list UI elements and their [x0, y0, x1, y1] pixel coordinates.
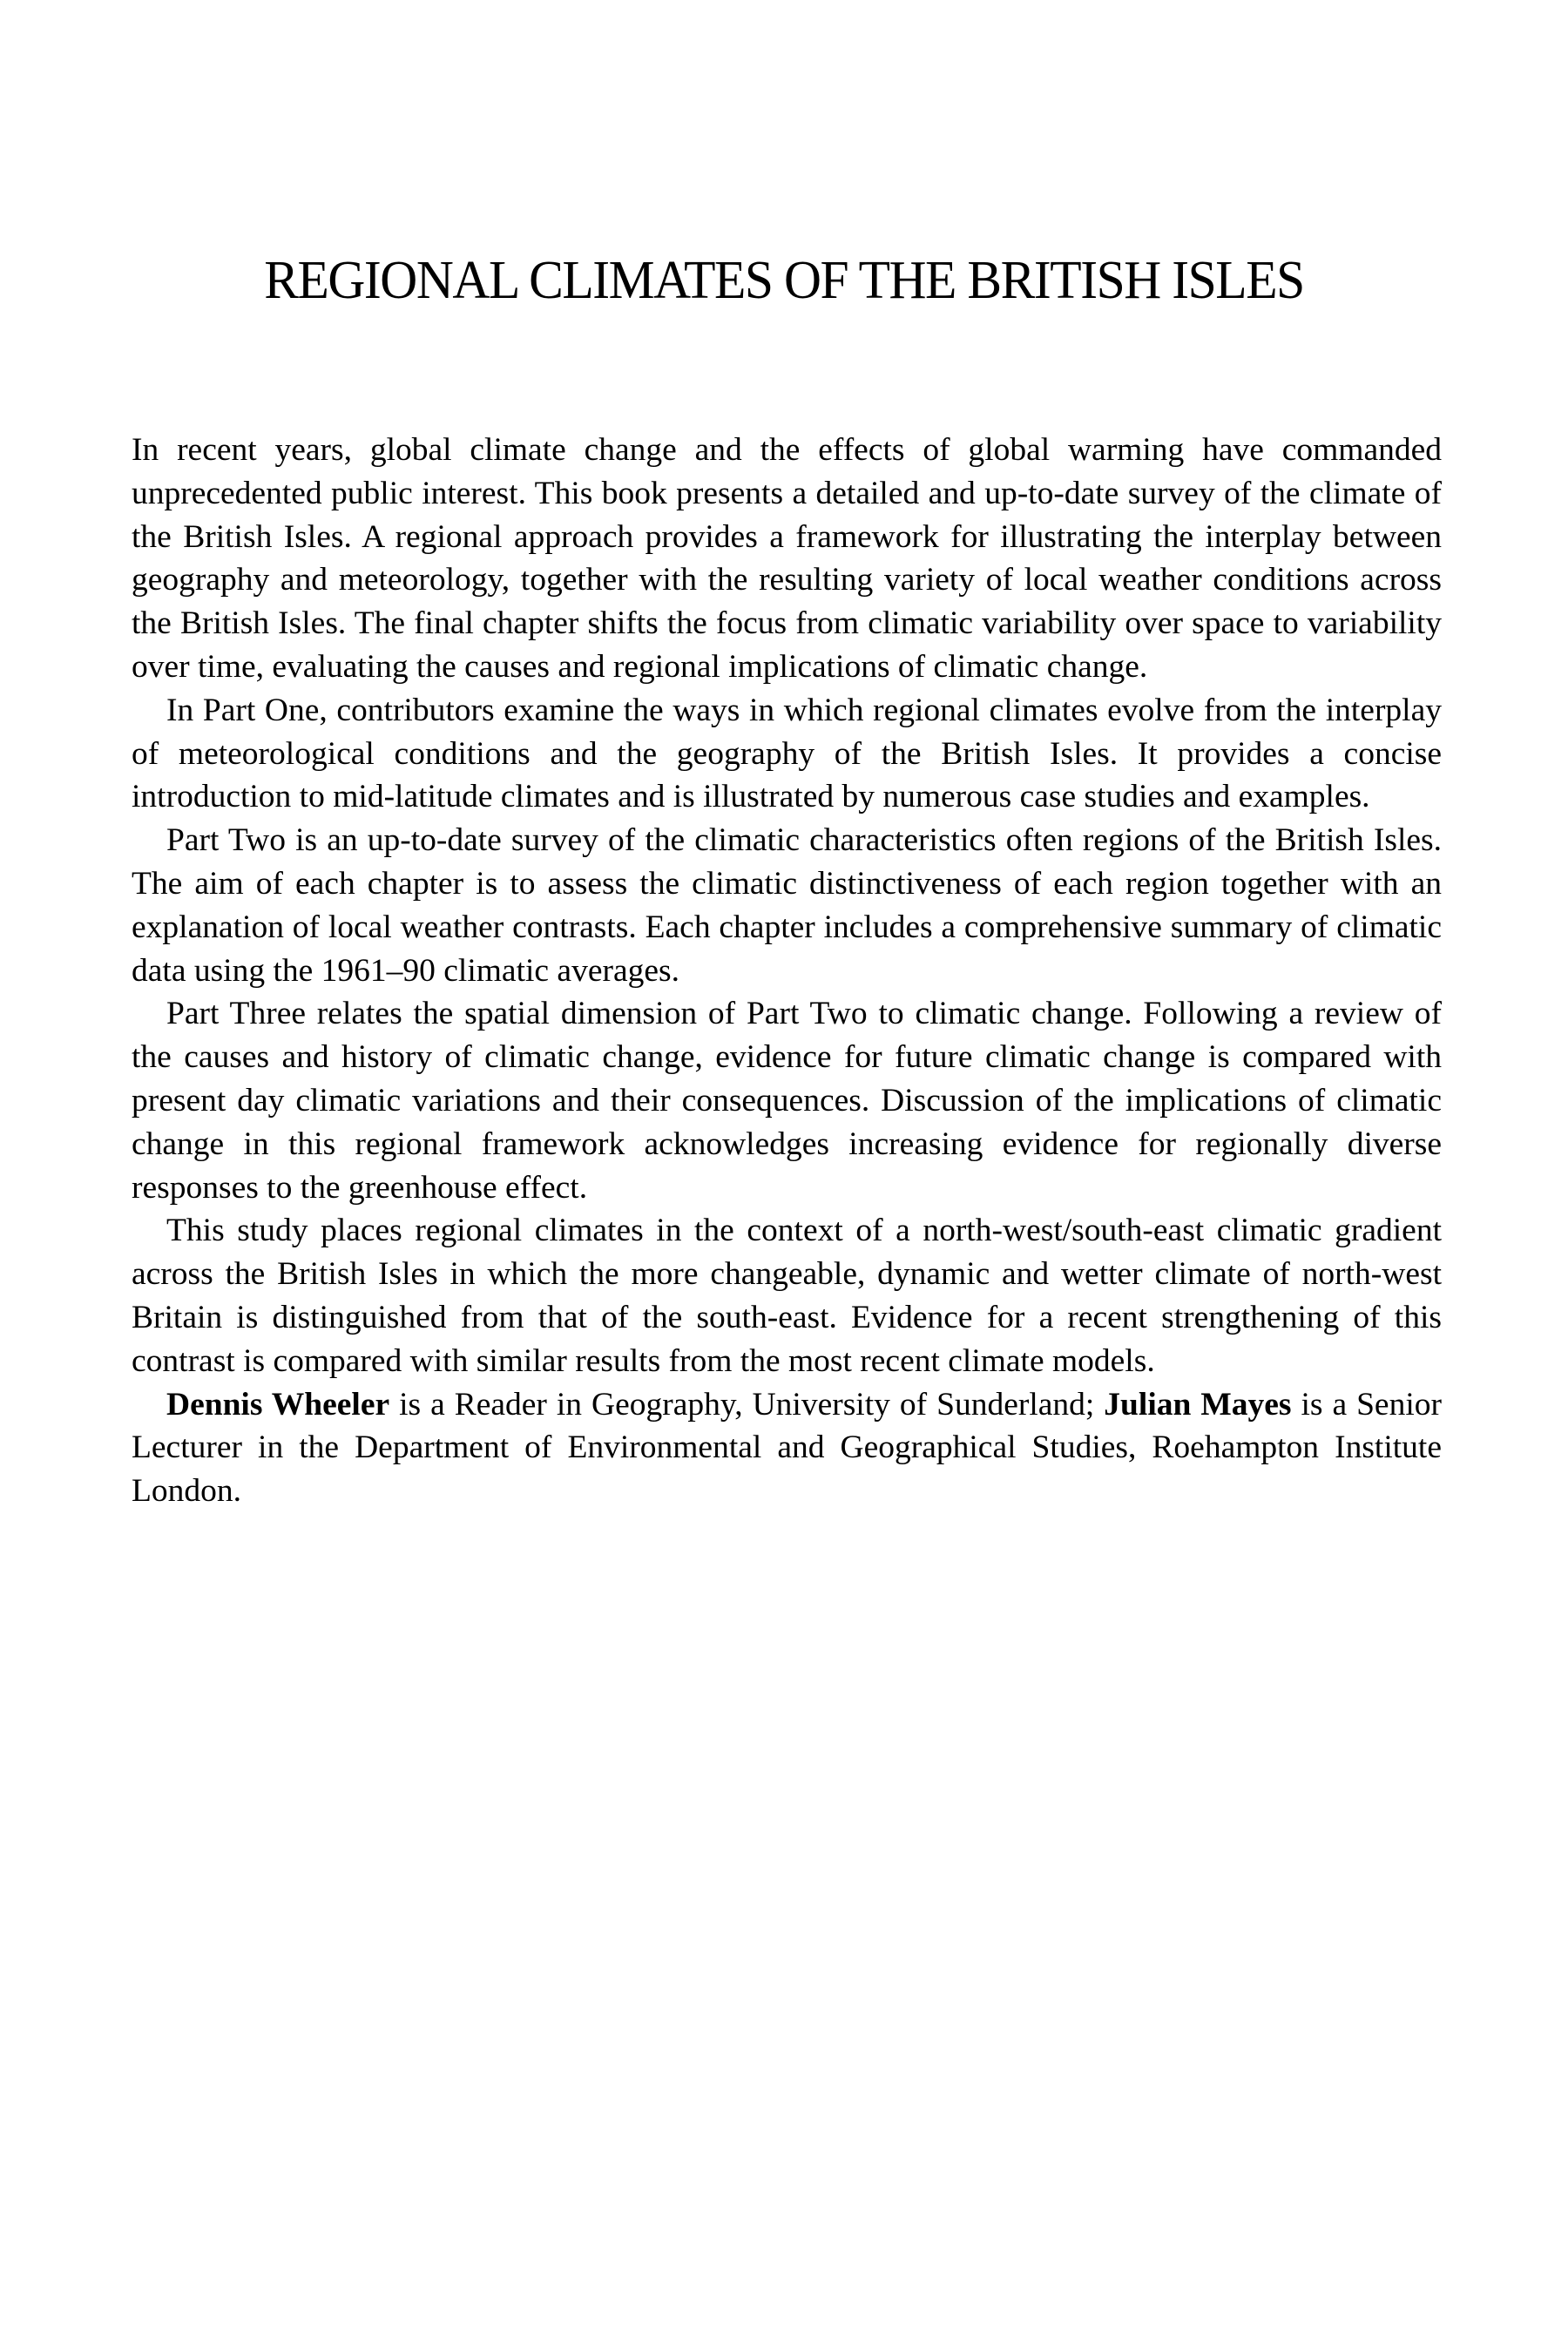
blurb-body	[132, 429, 1442, 1513]
blurb-paragraph-part-one: In Part One, contributors examine the ways in which regional climates evolve from the interplay of meteorological conditions and the geography of the British Isles. It provides a concise introduction to mid-latitude climates and is illustrated by numerous case studies and examples.	[132, 692, 1442, 815]
blurb-paragraph-part-two: Part Two is an up-to-date survey of the climatic characteristics often regions of the British Isles. The aim of each chapter is to assess the climatic distinctiveness of each region together with an explanation of local weather contrasts. Each chapter includes a comprehensive summary of climatic data using the 1961–90 climatic averages.	[132, 822, 1442, 989]
author-bio	[132, 1383, 1442, 1513]
author-desc-mayes: is a Senior Lecturer in the Department of Environmental and Geographical Studies, Roehampton Institute London.	[132, 1386, 1442, 1510]
blurb-paragraph-intro: In recent years, global climate change and the effects of global warming have commanded unprecedented public interest. This book presents a detailed and up-to-date survey of the climate of the British Isles. A regional approach provides a framework for illustrating the interplay between geography and meteorology, together with the resulting variety of local weather conditions across the British Isles. The final chapter shifts the focus from climatic variability over space to variability over time, evaluating the causes and regional implications of climatic change.	[132, 432, 1442, 685]
blurb-paragraph-study: This study places regional climates in the context of a north-west/south-east climatic gradient across the British Isles in which the more changeable, dynamic and wetter climate of north-west Britain is distinguished from that of the south-east. Evidence for a recent strengthening of this contrast is compared with similar results from the most recent climate models.	[132, 1213, 1442, 1379]
book-title: REGIONAL CLIMATES OF THE BRITISH ISLES	[264, 251, 1304, 310]
blurb-paragraph-part-three: Part Three relates the spatial dimension of Part Two to climatic change. Following a review of the causes and history of climatic change, evidence for future climatic change is compared with present day climatic variations and their consequences. Discussion of the implications of climatic change in this regional framework acknowledges increasing evidence for regionally diverse responses to the greenhouse effect.	[132, 996, 1442, 1206]
author-name-wheeler: Dennis Wheeler	[166, 1386, 390, 1423]
author-name-mayes: Julian Mayes	[1104, 1386, 1292, 1423]
author-desc-wheeler: is a Reader in Geography, University of Sunderland;	[389, 1386, 1105, 1423]
